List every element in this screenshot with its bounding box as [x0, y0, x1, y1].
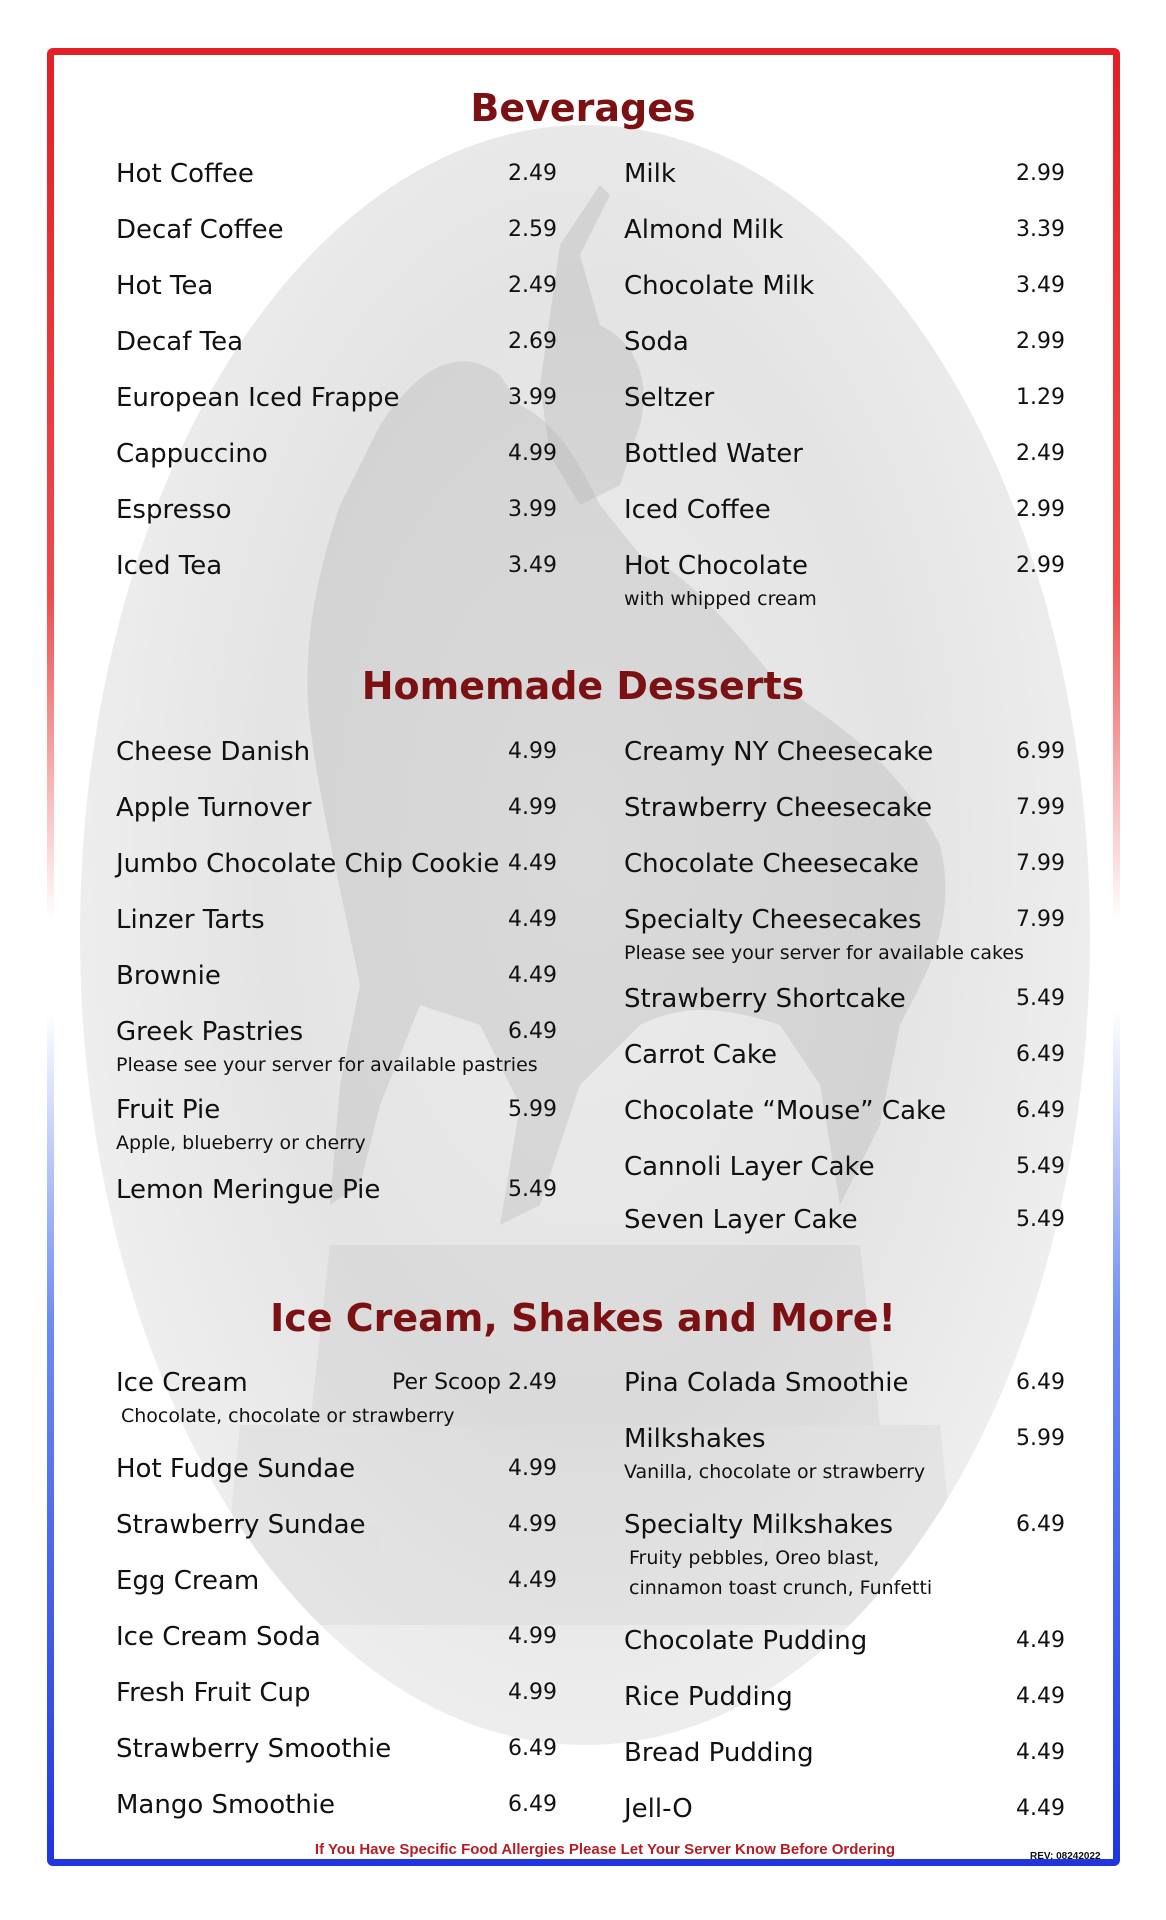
item-name: Fresh Fruit Cup	[116, 1678, 311, 1708]
menu-item	[624, 1040, 1069, 1096]
item-price: 6.49	[1016, 1512, 1065, 1537]
item-price: 5.99	[1016, 1426, 1065, 1451]
item-price: 5.49	[1016, 1154, 1065, 1179]
item-name: Mango Smoothie	[116, 1790, 336, 1820]
item-note: Apple, blueberry or cherry	[116, 1132, 366, 1154]
item-name: Decaf Coffee	[116, 215, 284, 245]
menu-item	[624, 1368, 1069, 1424]
item-price: 4.99	[508, 1624, 557, 1649]
item-name: European Iced Frappe	[116, 383, 400, 413]
menu-item	[624, 793, 1069, 849]
item-name: Chocolate Cheesecake	[624, 849, 919, 879]
revision-label: REV: 08242022	[1030, 1851, 1101, 1862]
item-name: Linzer Tarts	[116, 905, 265, 935]
item-note: Please see your server for available pastries	[116, 1054, 538, 1076]
menu-item	[116, 1566, 561, 1622]
item-price: Per Scoop 2.49	[392, 1370, 557, 1395]
item-price: 2.49	[508, 161, 557, 186]
item-name: Specialty Cheesecakes	[624, 905, 922, 935]
item-name: Rice Pudding	[624, 1682, 793, 1712]
item-name: Creamy NY Cheesecake	[624, 737, 934, 767]
item-price: 3.49	[1016, 273, 1065, 298]
menu-item	[116, 1622, 561, 1678]
item-price: 2.59	[508, 217, 557, 242]
item-name: Carrot Cake	[624, 1040, 778, 1070]
ice-cream-right-column	[624, 1368, 1069, 1850]
menu-item	[116, 1017, 561, 1095]
item-price: 4.49	[1016, 1628, 1065, 1653]
menu-item	[116, 439, 561, 495]
menu-item	[116, 159, 561, 215]
beverages-left-column	[116, 159, 561, 607]
item-price: 5.99	[508, 1097, 557, 1122]
item-name: Decaf Tea	[116, 327, 244, 357]
item-price: 6.49	[508, 1792, 557, 1817]
item-price: 7.99	[1016, 795, 1065, 820]
item-name: Greek Pastries	[116, 1017, 304, 1047]
menu-item	[624, 1205, 1069, 1261]
item-name: Iced Tea	[116, 551, 223, 581]
item-name: Strawberry Shortcake	[624, 984, 906, 1014]
item-name: Hot Chocolate	[624, 551, 809, 581]
menu-item	[624, 905, 1069, 984]
item-name: Cappuccino	[116, 439, 268, 469]
item-name: Hot Fudge Sundae	[116, 1454, 356, 1484]
item-price: 2.99	[1016, 161, 1065, 186]
item-price: 4.99	[508, 795, 557, 820]
item-name: Chocolate “Mouse” Cake	[624, 1096, 947, 1126]
menu-item	[624, 849, 1069, 905]
menu-item	[624, 215, 1069, 271]
item-name: Milk	[624, 159, 676, 189]
item-price: 4.99	[508, 739, 557, 764]
menu-item	[116, 1454, 561, 1510]
item-name: Hot Coffee	[116, 159, 254, 189]
menu-item	[624, 327, 1069, 383]
item-price: 2.49	[508, 273, 557, 298]
item-price: 2.99	[1016, 553, 1065, 578]
item-name: Jumbo Chocolate Chip Cookie	[116, 849, 500, 879]
menu-item	[116, 793, 561, 849]
menu-item	[624, 271, 1069, 327]
menu-item	[116, 1678, 561, 1734]
menu-item	[116, 737, 561, 793]
menu-item	[624, 1682, 1069, 1738]
item-price: 4.49	[508, 907, 557, 932]
ice-cream-left-column	[116, 1368, 561, 1846]
menu-item	[116, 849, 561, 905]
item-price: 6.49	[1016, 1098, 1065, 1123]
menu-item	[116, 1734, 561, 1790]
item-name: Strawberry Smoothie	[116, 1734, 392, 1764]
item-price: 3.99	[508, 385, 557, 410]
item-price: 2.69	[508, 329, 557, 354]
item-price: 4.99	[508, 1680, 557, 1705]
item-price: 3.99	[508, 497, 557, 522]
item-price: 4.49	[508, 963, 557, 988]
menu-item	[624, 383, 1069, 439]
item-name: Strawberry Cheesecake	[624, 793, 933, 823]
menu-item	[624, 495, 1069, 551]
item-price: 4.99	[508, 1512, 557, 1537]
menu-item	[116, 1368, 561, 1454]
menu-item	[116, 1175, 561, 1231]
item-price: 6.49	[508, 1736, 557, 1761]
item-name: Soda	[624, 327, 689, 357]
menu-item	[116, 905, 561, 961]
beverages-heading: Beverages	[470, 86, 696, 130]
item-name: Bread Pudding	[624, 1738, 814, 1768]
item-note: Please see your server for available cakes	[624, 942, 1024, 964]
menu-item	[116, 215, 561, 271]
item-price: 6.49	[1016, 1370, 1065, 1395]
item-price: 7.99	[1016, 907, 1065, 932]
item-price: 2.99	[1016, 329, 1065, 354]
item-name: Jell-O	[624, 1794, 693, 1824]
item-price: 5.49	[508, 1177, 557, 1202]
menu-item	[116, 1510, 561, 1566]
beverages-right-column	[624, 159, 1069, 610]
item-name: Brownie	[116, 961, 221, 991]
item-name: Bottled Water	[624, 439, 803, 469]
item-name: Espresso	[116, 495, 232, 525]
menu-item	[624, 159, 1069, 215]
menu-item	[116, 271, 561, 327]
menu-item	[116, 551, 561, 607]
item-price: 6.49	[1016, 1042, 1065, 1067]
item-name: Egg Cream	[116, 1566, 260, 1596]
item-price: 1.29	[1016, 385, 1065, 410]
item-name: Pina Colada Smoothie	[624, 1368, 909, 1398]
item-name: Specialty Milkshakes	[624, 1510, 894, 1540]
menu-item	[624, 1096, 1069, 1152]
item-note: Chocolate, chocolate or strawberry	[121, 1405, 455, 1427]
item-name: Hot Tea	[116, 271, 214, 301]
item-note: with whipped cream	[624, 588, 817, 610]
desserts-left-column	[116, 737, 561, 1231]
menu-item	[624, 1510, 1069, 1626]
menu-item	[116, 383, 561, 439]
item-price: 7.99	[1016, 851, 1065, 876]
item-name: Almond Milk	[624, 215, 784, 245]
menu-item	[624, 737, 1069, 793]
item-note: Vanilla, chocolate or strawberry	[624, 1461, 926, 1483]
item-note: Fruity pebbles, Oreo blast,	[629, 1547, 880, 1569]
menu-item	[624, 1626, 1069, 1682]
menu-item	[624, 984, 1069, 1040]
ice-cream-heading: Ice Cream, Shakes and More!	[270, 1296, 896, 1340]
item-price: 2.49	[1016, 441, 1065, 466]
item-price: 6.49	[508, 1019, 557, 1044]
item-price: 4.99	[508, 1456, 557, 1481]
menu-item	[624, 1152, 1069, 1205]
item-price: 4.99	[508, 441, 557, 466]
desserts-heading: Homemade Desserts	[361, 664, 805, 708]
item-name: Seltzer	[624, 383, 715, 413]
item-price: 4.49	[1016, 1740, 1065, 1765]
item-price: 4.49	[508, 851, 557, 876]
item-name: Lemon Meringue Pie	[116, 1175, 381, 1205]
menu-item	[116, 1790, 561, 1846]
menu-item	[624, 1738, 1069, 1794]
menu-item	[116, 327, 561, 383]
menu-item	[116, 961, 561, 1017]
item-name: Chocolate Pudding	[624, 1626, 868, 1656]
item-name: Cheese Danish	[116, 737, 311, 767]
item-name: Cannoli Layer Cake	[624, 1152, 875, 1182]
item-name: Strawberry Sundae	[116, 1510, 366, 1540]
menu-item	[624, 551, 1069, 610]
item-name: Ice Cream Soda	[116, 1622, 321, 1652]
item-price: 3.39	[1016, 217, 1065, 242]
item-price: 5.49	[1016, 1207, 1065, 1232]
item-name: Apple Turnover	[116, 793, 312, 823]
item-name: Fruit Pie	[116, 1095, 221, 1125]
item-price: 4.49	[1016, 1796, 1065, 1821]
item-note-line-2: cinnamon toast crunch, Funfetti	[629, 1577, 933, 1599]
menu-item	[116, 495, 561, 551]
item-name: Chocolate Milk	[624, 271, 815, 301]
item-name: Iced Coffee	[624, 495, 771, 525]
item-price: 4.49	[1016, 1684, 1065, 1709]
menu-item	[624, 439, 1069, 495]
item-price: 4.49	[508, 1568, 557, 1593]
item-price: 2.99	[1016, 497, 1065, 522]
allergy-notice: If You Have Specific Food Allergies Please Let Your Server Know Before Ordering	[314, 1841, 896, 1858]
menu-item	[116, 1095, 561, 1175]
item-price: 5.49	[1016, 986, 1065, 1011]
item-price: 6.99	[1016, 739, 1065, 764]
item-name: Ice Cream	[116, 1368, 248, 1398]
item-name: Seven Layer Cake	[624, 1205, 858, 1235]
item-price: 3.49	[508, 553, 557, 578]
desserts-right-column	[624, 737, 1069, 1261]
menu-item	[624, 1424, 1069, 1510]
item-name: Milkshakes	[624, 1424, 766, 1454]
